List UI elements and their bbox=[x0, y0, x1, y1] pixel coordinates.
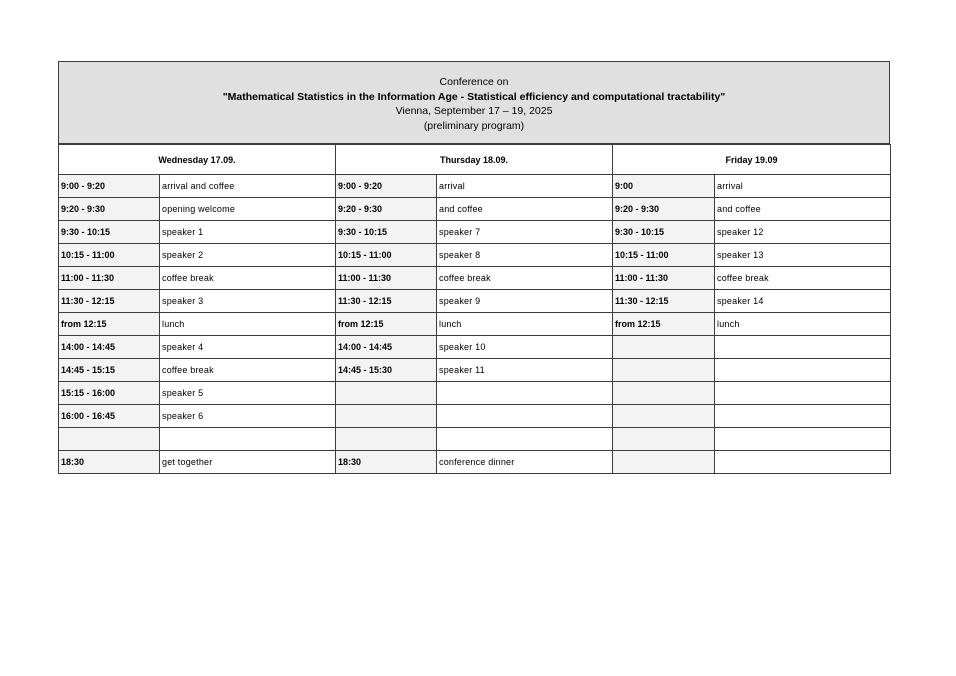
friday-activity-cell: speaker 12 bbox=[715, 221, 891, 244]
friday-time-cell bbox=[613, 405, 715, 428]
header-line-conference: Conference on bbox=[439, 76, 509, 88]
wednesday-activity-cell: speaker 2 bbox=[160, 244, 336, 267]
thursday-time-cell bbox=[336, 428, 437, 451]
table-row bbox=[59, 221, 891, 244]
day-header-thursday: Thursday 18.09. bbox=[336, 145, 613, 175]
friday-activity-cell: lunch bbox=[715, 313, 891, 336]
thursday-activity-cell: speaker 8 bbox=[437, 244, 613, 267]
friday-time-cell bbox=[613, 359, 715, 382]
wednesday-time-cell: 18:30 bbox=[59, 451, 160, 474]
table-row bbox=[59, 290, 891, 313]
friday-time-cell bbox=[613, 428, 715, 451]
wednesday-activity-cell: lunch bbox=[160, 313, 336, 336]
wednesday-time-cell: 15:15 - 16:00 bbox=[59, 382, 160, 405]
thursday-time-cell: 11:00 - 11:30 bbox=[336, 267, 437, 290]
program-header bbox=[58, 61, 890, 144]
friday-activity-cell: arrival bbox=[715, 175, 891, 198]
thursday-activity-cell: speaker 11 bbox=[437, 359, 613, 382]
thursday-activity-cell: coffee break bbox=[437, 267, 613, 290]
wednesday-time-cell: 9:00 - 9:20 bbox=[59, 175, 160, 198]
table-row bbox=[59, 175, 891, 198]
wednesday-time-cell: 9:30 - 10:15 bbox=[59, 221, 160, 244]
wednesday-time-cell: 9:20 - 9:30 bbox=[59, 198, 160, 221]
friday-activity-cell bbox=[715, 428, 891, 451]
friday-activity-cell: and coffee bbox=[715, 198, 891, 221]
thursday-activity-cell: arrival bbox=[437, 175, 613, 198]
conference-location-date: Vienna, September 17 – 19, 2025 bbox=[395, 105, 553, 117]
friday-activity-cell: speaker 13 bbox=[715, 244, 891, 267]
wednesday-activity-cell: speaker 5 bbox=[160, 382, 336, 405]
friday-time-cell bbox=[613, 382, 715, 405]
table-row bbox=[59, 428, 891, 451]
thursday-time-cell: 9:00 - 9:20 bbox=[336, 175, 437, 198]
wednesday-time-cell: 11:30 - 12:15 bbox=[59, 290, 160, 313]
thursday-activity-cell: conference dinner bbox=[437, 451, 613, 474]
wednesday-activity-cell: coffee break bbox=[160, 267, 336, 290]
thursday-time-cell: from 12:15 bbox=[336, 313, 437, 336]
friday-activity-cell bbox=[715, 382, 891, 405]
program-status: (preliminary program) bbox=[423, 119, 525, 132]
day-header-friday: Friday 19.09 bbox=[613, 145, 891, 175]
friday-time-cell: 9:20 - 9:30 bbox=[613, 198, 715, 221]
table-row bbox=[59, 336, 891, 359]
thursday-activity-cell: speaker 10 bbox=[437, 336, 613, 359]
friday-activity-cell bbox=[715, 359, 891, 382]
wednesday-activity-cell: get together bbox=[160, 451, 336, 474]
wednesday-activity-cell: speaker 6 bbox=[160, 405, 336, 428]
thursday-time-cell: 11:30 - 12:15 bbox=[336, 290, 437, 313]
wednesday-activity-cell: speaker 4 bbox=[160, 336, 336, 359]
wednesday-activity-cell: speaker 1 bbox=[160, 221, 336, 244]
thursday-activity-cell: lunch bbox=[437, 313, 613, 336]
wednesday-time-cell: from 12:15 bbox=[59, 313, 160, 336]
friday-time-cell bbox=[613, 336, 715, 359]
wednesday-activity-cell: coffee break bbox=[160, 359, 336, 382]
table-row bbox=[59, 313, 891, 336]
wednesday-time-cell bbox=[59, 428, 160, 451]
friday-activity-cell bbox=[715, 451, 891, 474]
thursday-activity-cell bbox=[437, 382, 613, 405]
wednesday-time-cell: 16:00 - 16:45 bbox=[59, 405, 160, 428]
friday-time-cell bbox=[613, 451, 715, 474]
thursday-activity-cell: and coffee bbox=[437, 198, 613, 221]
wednesday-activity-cell bbox=[160, 428, 336, 451]
table-row bbox=[59, 244, 891, 267]
friday-activity-cell: coffee break bbox=[715, 267, 891, 290]
table-row bbox=[59, 359, 891, 382]
thursday-activity-cell bbox=[437, 405, 613, 428]
thursday-time-cell: 10:15 - 11:00 bbox=[336, 244, 437, 267]
program-table bbox=[58, 144, 891, 474]
thursday-activity-cell: speaker 9 bbox=[437, 290, 613, 313]
thursday-activity-cell: speaker 7 bbox=[437, 221, 613, 244]
thursday-time-cell bbox=[336, 405, 437, 428]
friday-activity-cell bbox=[715, 336, 891, 359]
friday-time-cell: 11:00 - 11:30 bbox=[613, 267, 715, 290]
wednesday-activity-cell: arrival and coffee bbox=[160, 175, 336, 198]
thursday-activity-cell bbox=[437, 428, 613, 451]
wednesday-time-cell: 10:15 - 11:00 bbox=[59, 244, 160, 267]
friday-time-cell: 9:00 bbox=[613, 175, 715, 198]
conference-title: "Mathematical Statistics in the Information Age - Statistical efficiency and computational tractability" bbox=[222, 90, 726, 103]
table-row bbox=[59, 382, 891, 405]
program-sheet bbox=[58, 61, 890, 474]
friday-time-cell: 9:30 - 10:15 bbox=[613, 221, 715, 244]
day-header-row bbox=[59, 145, 891, 175]
friday-activity-cell: speaker 14 bbox=[715, 290, 891, 313]
wednesday-time-cell: 14:45 - 15:15 bbox=[59, 359, 160, 382]
thursday-time-cell: 18:30 bbox=[336, 451, 437, 474]
thursday-time-cell: 9:20 - 9:30 bbox=[336, 198, 437, 221]
wednesday-activity-cell: speaker 3 bbox=[160, 290, 336, 313]
friday-time-cell: 10:15 - 11:00 bbox=[613, 244, 715, 267]
thursday-time-cell bbox=[336, 382, 437, 405]
thursday-time-cell: 14:00 - 14:45 bbox=[336, 336, 437, 359]
friday-time-cell: 11:30 - 12:15 bbox=[613, 290, 715, 313]
table-row bbox=[59, 451, 891, 474]
friday-activity-cell bbox=[715, 405, 891, 428]
wednesday-time-cell: 11:00 - 11:30 bbox=[59, 267, 160, 290]
table-row bbox=[59, 267, 891, 290]
day-header-wednesday: Wednesday 17.09. bbox=[59, 145, 336, 175]
thursday-time-cell: 14:45 - 15:30 bbox=[336, 359, 437, 382]
friday-time-cell: from 12:15 bbox=[613, 313, 715, 336]
table-row bbox=[59, 198, 891, 221]
table-row bbox=[59, 405, 891, 428]
wednesday-activity-cell: opening welcome bbox=[160, 198, 336, 221]
thursday-time-cell: 9:30 - 10:15 bbox=[336, 221, 437, 244]
wednesday-time-cell: 14:00 - 14:45 bbox=[59, 336, 160, 359]
